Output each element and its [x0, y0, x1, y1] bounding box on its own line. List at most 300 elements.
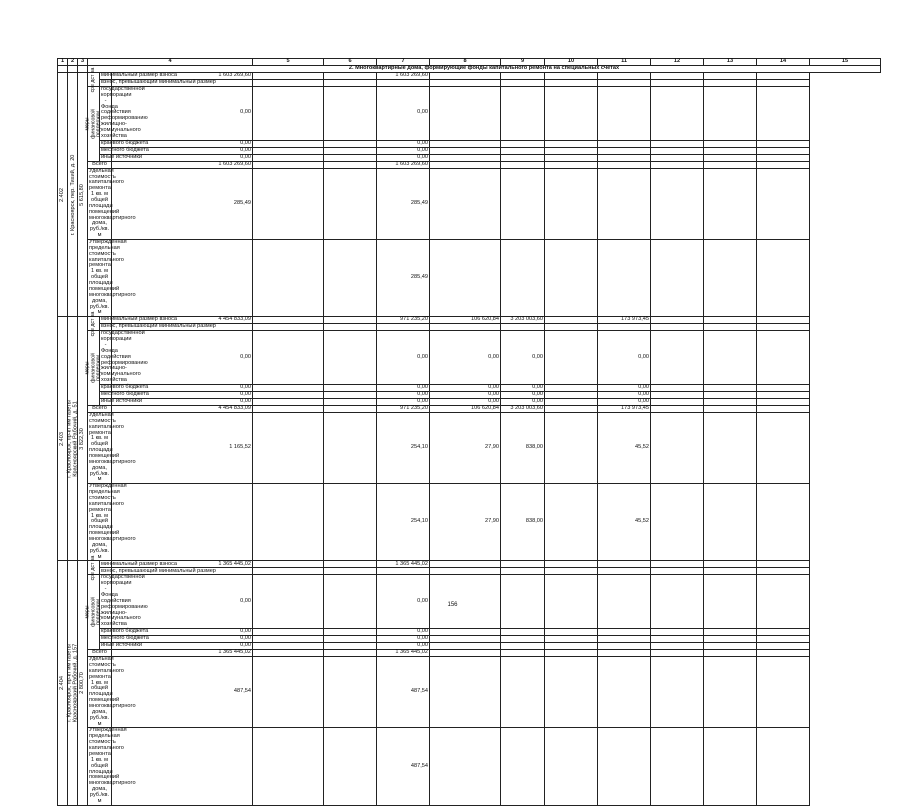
total-area: 3 822,30	[78, 427, 85, 450]
value-cell	[324, 324, 377, 331]
value-cell	[704, 324, 757, 331]
value-cell	[253, 405, 324, 412]
value-cell: 254,10	[377, 484, 430, 561]
value-cell	[430, 147, 501, 154]
limit-cost-row	[58, 728, 881, 805]
value-cell: 487,54	[112, 657, 253, 728]
value-cell: 1 365 445,02	[112, 561, 253, 568]
value-cell	[253, 384, 324, 391]
value-cell: 838,00	[501, 484, 545, 561]
value-cell	[651, 484, 704, 561]
value-cell	[324, 391, 377, 398]
value-cell	[651, 568, 704, 575]
line-label: государственной корпорации - Фонда содействия реформированию жилищно-коммунального хозяйства	[101, 86, 148, 139]
value-cell	[598, 240, 651, 317]
value-cell	[324, 73, 377, 80]
value-cell	[253, 154, 324, 161]
value-cell	[651, 324, 704, 331]
line-label: местного бюджета	[101, 146, 149, 153]
value-cell	[545, 629, 598, 636]
total-row	[58, 650, 881, 657]
line-label: минимальный размер взноса	[101, 316, 178, 323]
support-group-label: меры финансовой поддержки	[83, 597, 102, 628]
value-cell: 3 203 003,60	[501, 405, 545, 412]
value-cell	[501, 147, 545, 154]
value-cell	[545, 636, 598, 643]
value-cell	[545, 405, 598, 412]
value-cell	[253, 240, 324, 317]
value-cell	[501, 240, 545, 317]
value-cell	[112, 240, 253, 317]
value-cell	[651, 73, 704, 80]
value-cell	[545, 240, 598, 317]
value-cell: 0,00	[112, 575, 253, 629]
line-label: иные источники	[101, 642, 143, 649]
value-cell	[704, 331, 757, 385]
fund-row	[58, 87, 881, 141]
value-cell	[598, 168, 651, 239]
value-cell: 1 603 269,60	[112, 73, 253, 80]
value-cell	[545, 561, 598, 568]
value-cell: 1 165,52	[112, 412, 253, 483]
value-cell: 0,00	[112, 154, 253, 161]
value-cell	[253, 643, 324, 650]
support-group-label: меры финансовой поддержки	[83, 353, 102, 383]
column-number-cell: 11	[598, 59, 651, 66]
value-cell: 0,00	[377, 643, 430, 650]
empty-cell	[78, 66, 88, 73]
value-cell	[651, 561, 704, 568]
value-cell	[757, 629, 810, 636]
empty-cell	[68, 66, 78, 73]
value-cell	[430, 657, 501, 728]
regional-budget-row	[58, 140, 881, 147]
value-cell: 4 454 833,09	[112, 317, 253, 324]
total-area: 2 800,70	[78, 672, 85, 694]
value-cell	[324, 161, 377, 168]
value-cell: 285,49	[112, 168, 253, 239]
value-cell	[430, 561, 501, 568]
value-cell: 0,00	[377, 147, 430, 154]
empty-cell	[58, 66, 68, 73]
value-cell	[253, 168, 324, 239]
value-cell: 0,00	[112, 87, 253, 141]
value-cell	[377, 568, 430, 575]
other-sources-row	[58, 643, 881, 650]
value-cell	[324, 728, 377, 805]
value-cell: 0,00	[112, 331, 253, 385]
value-cell: 0,00	[377, 384, 430, 391]
value-cell	[501, 73, 545, 80]
value-cell	[430, 728, 501, 805]
address-cell	[68, 561, 78, 805]
local-budget-row	[58, 391, 881, 398]
value-cell	[430, 87, 501, 141]
repair-plan-table	[57, 58, 881, 806]
value-cell: 0,00	[112, 636, 253, 643]
value-cell: 3 203 003,60	[501, 317, 545, 324]
line-label: Удельная стоимость капитального ремонта 1 кв. м общей площади помещений многоквартирного дома, руб./кв. м	[89, 656, 136, 727]
value-cell	[377, 80, 430, 87]
value-cell	[598, 87, 651, 141]
line-label: Всего	[88, 650, 112, 657]
value-cell: 0,00	[112, 398, 253, 405]
value-cell	[651, 140, 704, 147]
value-cell	[253, 161, 324, 168]
value-cell	[324, 240, 377, 317]
value-cell	[501, 650, 545, 657]
value-cell	[704, 168, 757, 239]
value-cell	[253, 657, 324, 728]
value-cell	[651, 412, 704, 483]
value-cell	[757, 324, 810, 331]
over-contribution-row	[58, 324, 881, 331]
value-cell	[545, 398, 598, 405]
value-cell	[651, 398, 704, 405]
value-cell	[598, 568, 651, 575]
value-cell	[430, 643, 501, 650]
value-cell	[704, 87, 757, 141]
value-cell	[430, 140, 501, 147]
value-cell	[501, 87, 545, 141]
value-cell	[253, 391, 324, 398]
value-cell: 0,00	[501, 384, 545, 391]
value-cell	[598, 80, 651, 87]
value-cell	[651, 384, 704, 391]
line-label: взнос, превышающий минимальный размер	[101, 79, 216, 86]
value-cell: 0,00	[112, 643, 253, 650]
value-cell	[651, 636, 704, 643]
limit-cost-row	[58, 240, 881, 317]
total-area: 5 615,80	[78, 183, 85, 206]
value-cell	[757, 168, 810, 239]
value-cell	[545, 331, 598, 385]
value-cell: 0,00	[112, 629, 253, 636]
value-cell	[324, 484, 377, 561]
value-cell	[651, 405, 704, 412]
section-title-row	[58, 66, 881, 73]
value-cell: 0,00	[112, 140, 253, 147]
value-cell: 1 603 269,60	[377, 73, 430, 80]
value-cell	[324, 147, 377, 154]
value-cell	[704, 161, 757, 168]
fund-row	[58, 331, 881, 385]
value-cell	[704, 484, 757, 561]
value-cell	[704, 391, 757, 398]
value-cell	[704, 384, 757, 391]
value-cell: 254,10	[377, 412, 430, 483]
value-cell	[112, 728, 253, 805]
value-cell	[545, 87, 598, 141]
value-cell	[651, 317, 704, 324]
value-cell	[651, 728, 704, 805]
regional-budget-row	[58, 629, 881, 636]
value-cell	[704, 398, 757, 405]
column-number-cell: 12	[651, 59, 704, 66]
value-cell	[545, 568, 598, 575]
value-cell	[757, 650, 810, 657]
object-number: 2.402	[58, 187, 65, 202]
value-cell	[651, 331, 704, 385]
value-cell	[501, 140, 545, 147]
value-cell	[253, 324, 324, 331]
address-cell	[68, 317, 78, 561]
value-cell	[430, 650, 501, 657]
value-cell: 487,54	[377, 657, 430, 728]
value-cell	[598, 643, 651, 650]
value-cell	[430, 629, 501, 636]
value-cell: 0,00	[377, 575, 430, 629]
total-row	[58, 405, 881, 412]
value-cell: 1 603 269,60	[112, 161, 253, 168]
column-number-cell: 15	[810, 59, 881, 66]
column-number-cell: 10	[545, 59, 598, 66]
column-number-cell: 4	[88, 59, 253, 66]
line-label: минимальный размер взноса	[101, 72, 178, 79]
line-label: иные источники	[101, 398, 143, 405]
support-group-cell	[83, 575, 102, 650]
value-cell	[651, 147, 704, 154]
value-cell	[324, 87, 377, 141]
value-cell	[501, 629, 545, 636]
line-label: государственной корпорации - Фонда содействия реформированию жилищно-коммунального хозяйства	[101, 330, 148, 384]
object-address: г. Красноярск, пр-кт им газеты Красноярский Рабочий, д. 157	[66, 643, 79, 723]
value-cell	[598, 154, 651, 161]
value-cell	[501, 168, 545, 239]
value-cell	[501, 728, 545, 805]
document-sheet	[57, 58, 849, 806]
value-cell	[757, 657, 810, 728]
line-label: краевого бюджета	[101, 628, 149, 635]
value-cell	[598, 657, 651, 728]
value-cell	[253, 629, 324, 636]
value-cell	[757, 147, 810, 154]
value-cell	[598, 636, 651, 643]
value-cell	[253, 568, 324, 575]
value-cell	[253, 636, 324, 643]
value-cell	[598, 728, 651, 805]
value-cell	[324, 405, 377, 412]
line-label: минимальный размер взноса	[101, 560, 178, 567]
address-cell	[68, 73, 78, 317]
value-cell	[757, 384, 810, 391]
value-cell	[545, 412, 598, 483]
support-group-cell	[83, 331, 102, 406]
value-cell: 1 365 445,02	[377, 561, 430, 568]
support-group-label: меры финансовой поддержки	[83, 108, 102, 139]
line-label: краевого бюджета	[101, 139, 149, 146]
value-cell	[253, 728, 324, 805]
object-number: 2.403	[58, 431, 65, 446]
value-cell	[324, 80, 377, 87]
value-cell	[253, 484, 324, 561]
unit-cost-row	[58, 657, 881, 728]
local-budget-row	[58, 147, 881, 154]
value-cell	[324, 384, 377, 391]
value-cell	[324, 317, 377, 324]
value-cell	[598, 140, 651, 147]
value-cell	[757, 561, 810, 568]
value-cell: 971 235,20	[377, 405, 430, 412]
sources-group-cell	[88, 311, 100, 337]
value-cell: 45,52	[598, 484, 651, 561]
value-cell	[651, 161, 704, 168]
value-cell	[757, 161, 810, 168]
value-cell	[704, 650, 757, 657]
value-cell: 0,00	[598, 398, 651, 405]
value-cell	[545, 147, 598, 154]
value-cell	[704, 240, 757, 317]
value-cell: 1 365 445,02	[377, 650, 430, 657]
value-cell: 4 454 833,09	[112, 405, 253, 412]
value-cell	[430, 324, 501, 331]
value-cell	[704, 636, 757, 643]
value-cell	[501, 657, 545, 728]
value-cell	[430, 240, 501, 317]
value-cell: 1 365 445,02	[112, 650, 253, 657]
value-cell	[704, 643, 757, 650]
object-number-cell	[58, 73, 68, 317]
value-cell	[704, 147, 757, 154]
page-number: 156	[447, 602, 458, 608]
value-cell	[253, 147, 324, 154]
column-number-cell: 6	[324, 59, 377, 66]
value-cell: 0,00	[430, 384, 501, 391]
value-cell	[324, 643, 377, 650]
value-cell	[757, 391, 810, 398]
value-cell: 27,90	[430, 484, 501, 561]
value-cell	[253, 80, 324, 87]
value-cell	[253, 398, 324, 405]
value-cell	[598, 73, 651, 80]
column-number-cell: 7	[377, 59, 430, 66]
other-sources-row	[58, 154, 881, 161]
value-cell	[651, 629, 704, 636]
value-cell	[253, 87, 324, 141]
value-cell	[704, 657, 757, 728]
value-cell	[324, 154, 377, 161]
value-cell: 173 973,45	[598, 405, 651, 412]
value-cell	[598, 561, 651, 568]
limit-cost-row	[58, 484, 881, 561]
value-cell: 0,00	[377, 331, 430, 385]
value-cell	[757, 484, 810, 561]
value-cell: 0,00	[501, 391, 545, 398]
line-label: государственной корпорации - Фонда содействия реформированию жилищно-коммунального хозяйства	[101, 574, 148, 628]
value-cell	[430, 568, 501, 575]
support-group-cell	[83, 87, 102, 162]
value-cell: 0,00	[112, 384, 253, 391]
value-cell	[545, 161, 598, 168]
value-cell: 0,00	[112, 147, 253, 154]
value-cell	[545, 168, 598, 239]
line-label: иные источники	[101, 153, 143, 160]
object-address: г. Красноярск, пр-кт им газеты Красноярский Рабочий, д. 51	[66, 400, 79, 478]
value-cell	[430, 168, 501, 239]
value-cell: 0,00	[430, 398, 501, 405]
value-cell: 285,49	[377, 168, 430, 239]
object-number: 2.404	[58, 676, 65, 691]
value-cell: 106 620,84	[430, 317, 501, 324]
value-cell	[757, 154, 810, 161]
value-cell	[253, 317, 324, 324]
value-cell	[324, 657, 377, 728]
value-cell	[253, 73, 324, 80]
value-cell	[545, 154, 598, 161]
value-cell	[253, 561, 324, 568]
value-cell	[651, 643, 704, 650]
value-cell	[651, 650, 704, 657]
line-label: краевого бюджета	[101, 384, 149, 391]
value-cell	[501, 324, 545, 331]
total-row	[58, 161, 881, 168]
value-cell	[430, 73, 501, 80]
value-cell	[704, 561, 757, 568]
line-label: взнос, превышающий минимальный размер	[101, 323, 216, 330]
value-cell	[324, 140, 377, 147]
value-cell	[324, 168, 377, 239]
column-number-cell: 14	[757, 59, 810, 66]
over-contribution-row	[58, 80, 881, 87]
value-cell	[757, 728, 810, 805]
value-cell	[704, 412, 757, 483]
value-cell: 487,54	[377, 728, 430, 805]
value-cell	[704, 154, 757, 161]
value-cell	[545, 140, 598, 147]
value-cell	[757, 331, 810, 385]
sources-group-cell	[88, 555, 100, 581]
value-cell	[651, 391, 704, 398]
value-cell	[598, 324, 651, 331]
value-cell	[253, 412, 324, 483]
value-cell	[704, 80, 757, 87]
value-cell	[430, 80, 501, 87]
value-cell	[545, 643, 598, 650]
value-cell	[757, 73, 810, 80]
section-title: 2. Многоквартирные дома, формирующие фонды капитального ремонта на специальных счетах	[88, 66, 881, 73]
value-cell: 971 235,20	[377, 317, 430, 324]
sources-group-label: сре дст ва	[89, 555, 96, 581]
value-cell	[545, 484, 598, 561]
value-cell: 0,00	[377, 636, 430, 643]
value-cell	[501, 154, 545, 161]
value-cell: 45,52	[598, 412, 651, 483]
value-cell	[545, 80, 598, 87]
value-cell	[704, 140, 757, 147]
value-cell	[704, 73, 757, 80]
line-label: Утвержденная предельная стоимость капитального ремонта 1 кв. м общей площади помещений многоквартирного дома, руб./кв. м	[89, 239, 136, 316]
value-cell	[324, 561, 377, 568]
value-cell	[253, 650, 324, 657]
value-cell	[757, 643, 810, 650]
value-cell: 0,00	[377, 629, 430, 636]
value-cell: 0,00	[430, 331, 501, 385]
value-cell	[757, 568, 810, 575]
value-cell: 0,00	[112, 391, 253, 398]
value-cell	[501, 643, 545, 650]
sources-group-label: сре дст ва	[89, 311, 96, 337]
value-cell	[324, 629, 377, 636]
value-cell	[757, 636, 810, 643]
value-cell	[324, 636, 377, 643]
value-cell	[324, 331, 377, 385]
value-cell	[757, 317, 810, 324]
value-cell: 0,00	[377, 140, 430, 147]
line-label: Утвержденная предельная стоимость капитального ремонта 1 кв. м общей площади помещений многоквартирного дома, руб./кв. м	[89, 483, 136, 560]
line-label: Удельная стоимость капитального ремонта 1 кв. м общей площади помещений многоквартирного дома, руб./кв. м	[89, 167, 136, 239]
sources-group-cell	[88, 67, 100, 92]
value-cell: 0,00	[377, 398, 430, 405]
